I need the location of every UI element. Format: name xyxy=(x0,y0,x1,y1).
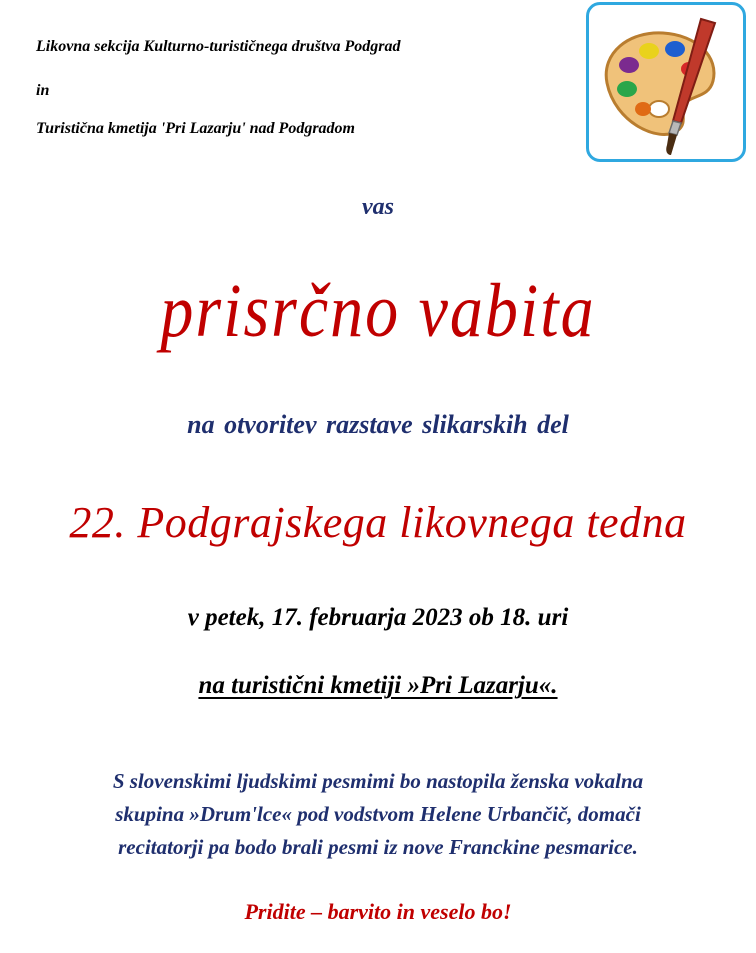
program-line: S slovenskimi ljudskimi pesmimi bo nastopila ženska vokalna xyxy=(112,769,644,793)
vas-text: vas xyxy=(362,194,394,220)
event-title: 22. Podgrajskega likovnega tedna xyxy=(69,498,687,547)
palette-logo xyxy=(586,2,746,162)
program-description xyxy=(20,765,736,864)
organizer-conjunction: in xyxy=(36,82,50,99)
event-date: v petek, 17. februarja 2023 ob 18. uri xyxy=(187,604,569,631)
closing-invitation: Pridite – barvito in veselo bo! xyxy=(244,899,512,924)
program-line: recitatorji pa bodo brali pesmi iz nove Franckine pesmarice. xyxy=(118,835,638,859)
invitation-headline: prisrčno vabita xyxy=(160,269,596,354)
organizer-line-2: Turistična kmetija 'Pri Lazarju' nad Podgradom xyxy=(36,120,355,137)
event-venue: na turistični kmetiji »Pri Lazarju«. xyxy=(198,672,558,699)
organizer-line-1: Likovna sekcija Kulturno-turističnega društva Podgrad xyxy=(36,38,401,55)
paint-palette-brush-icon xyxy=(589,5,743,159)
exhibition-opening-text: na otvoritev razstave slikarskih del xyxy=(187,410,569,439)
program-line: skupina »Drum'lce« pod vodstvom Helene Urbančič, domači xyxy=(115,802,641,826)
